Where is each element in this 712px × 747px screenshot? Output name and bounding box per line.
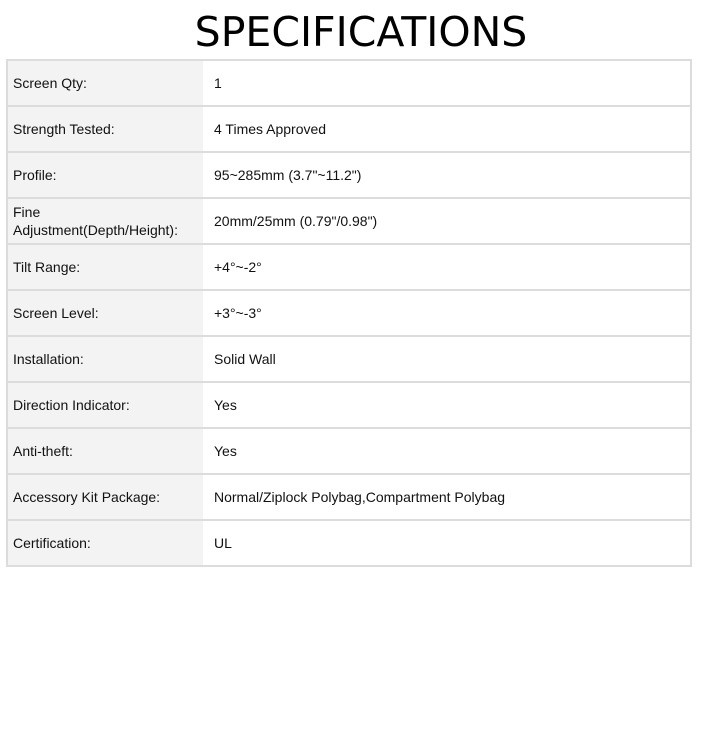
table-row	[8, 153, 690, 197]
spec-label-certification: Certification:	[8, 521, 203, 565]
table-row	[8, 521, 690, 565]
spec-value-screen-level: +3°~-3°	[203, 291, 690, 335]
spec-value-installation: Solid Wall	[203, 337, 690, 381]
spec-value-certification: UL	[203, 521, 690, 565]
spec-label-anti-theft: Anti-theft:	[8, 429, 203, 473]
spec-label-direction-indicator: Direction Indicator:	[8, 383, 203, 427]
table-row	[8, 61, 690, 105]
spec-value-profile: 95~285mm (3.7"~11.2")	[203, 153, 690, 197]
spec-label-strength-tested: Strength Tested:	[8, 107, 203, 151]
spec-value-fine-adjustment: 20mm/25mm (0.79"/0.98")	[203, 199, 690, 243]
table-row	[8, 337, 690, 381]
spec-label-screen-qty: Screen Qty:	[8, 61, 203, 105]
table-row	[8, 429, 690, 473]
table-row	[8, 383, 690, 427]
spec-value-anti-theft: Yes	[203, 429, 690, 473]
spec-label-installation: Installation:	[8, 337, 203, 381]
page-title: SPECIFICATIONS	[194, 8, 528, 56]
spec-label-profile: Profile:	[8, 153, 203, 197]
table-row	[8, 291, 690, 335]
spec-value-strength-tested: 4 Times Approved	[203, 107, 690, 151]
spec-label-accessory-kit-package: Accessory Kit Package:	[8, 475, 203, 519]
spec-label-fine-adjustment: Fine Adjustment(Depth/Height):	[8, 199, 203, 243]
table-row	[8, 107, 690, 151]
spec-value-accessory-kit-package: Normal/Ziplock Polybag,Compartment Polybag	[203, 475, 690, 519]
spec-value-tilt-range: +4°~-2°	[203, 245, 690, 289]
spec-value-screen-qty: 1	[203, 61, 690, 105]
table-row	[8, 199, 690, 243]
table-row	[8, 245, 690, 289]
spec-value-direction-indicator: Yes	[203, 383, 690, 427]
table-row	[8, 475, 690, 519]
spec-table	[6, 59, 692, 567]
spec-label-tilt-range: Tilt Range:	[8, 245, 203, 289]
spec-label-screen-level: Screen Level:	[8, 291, 203, 335]
